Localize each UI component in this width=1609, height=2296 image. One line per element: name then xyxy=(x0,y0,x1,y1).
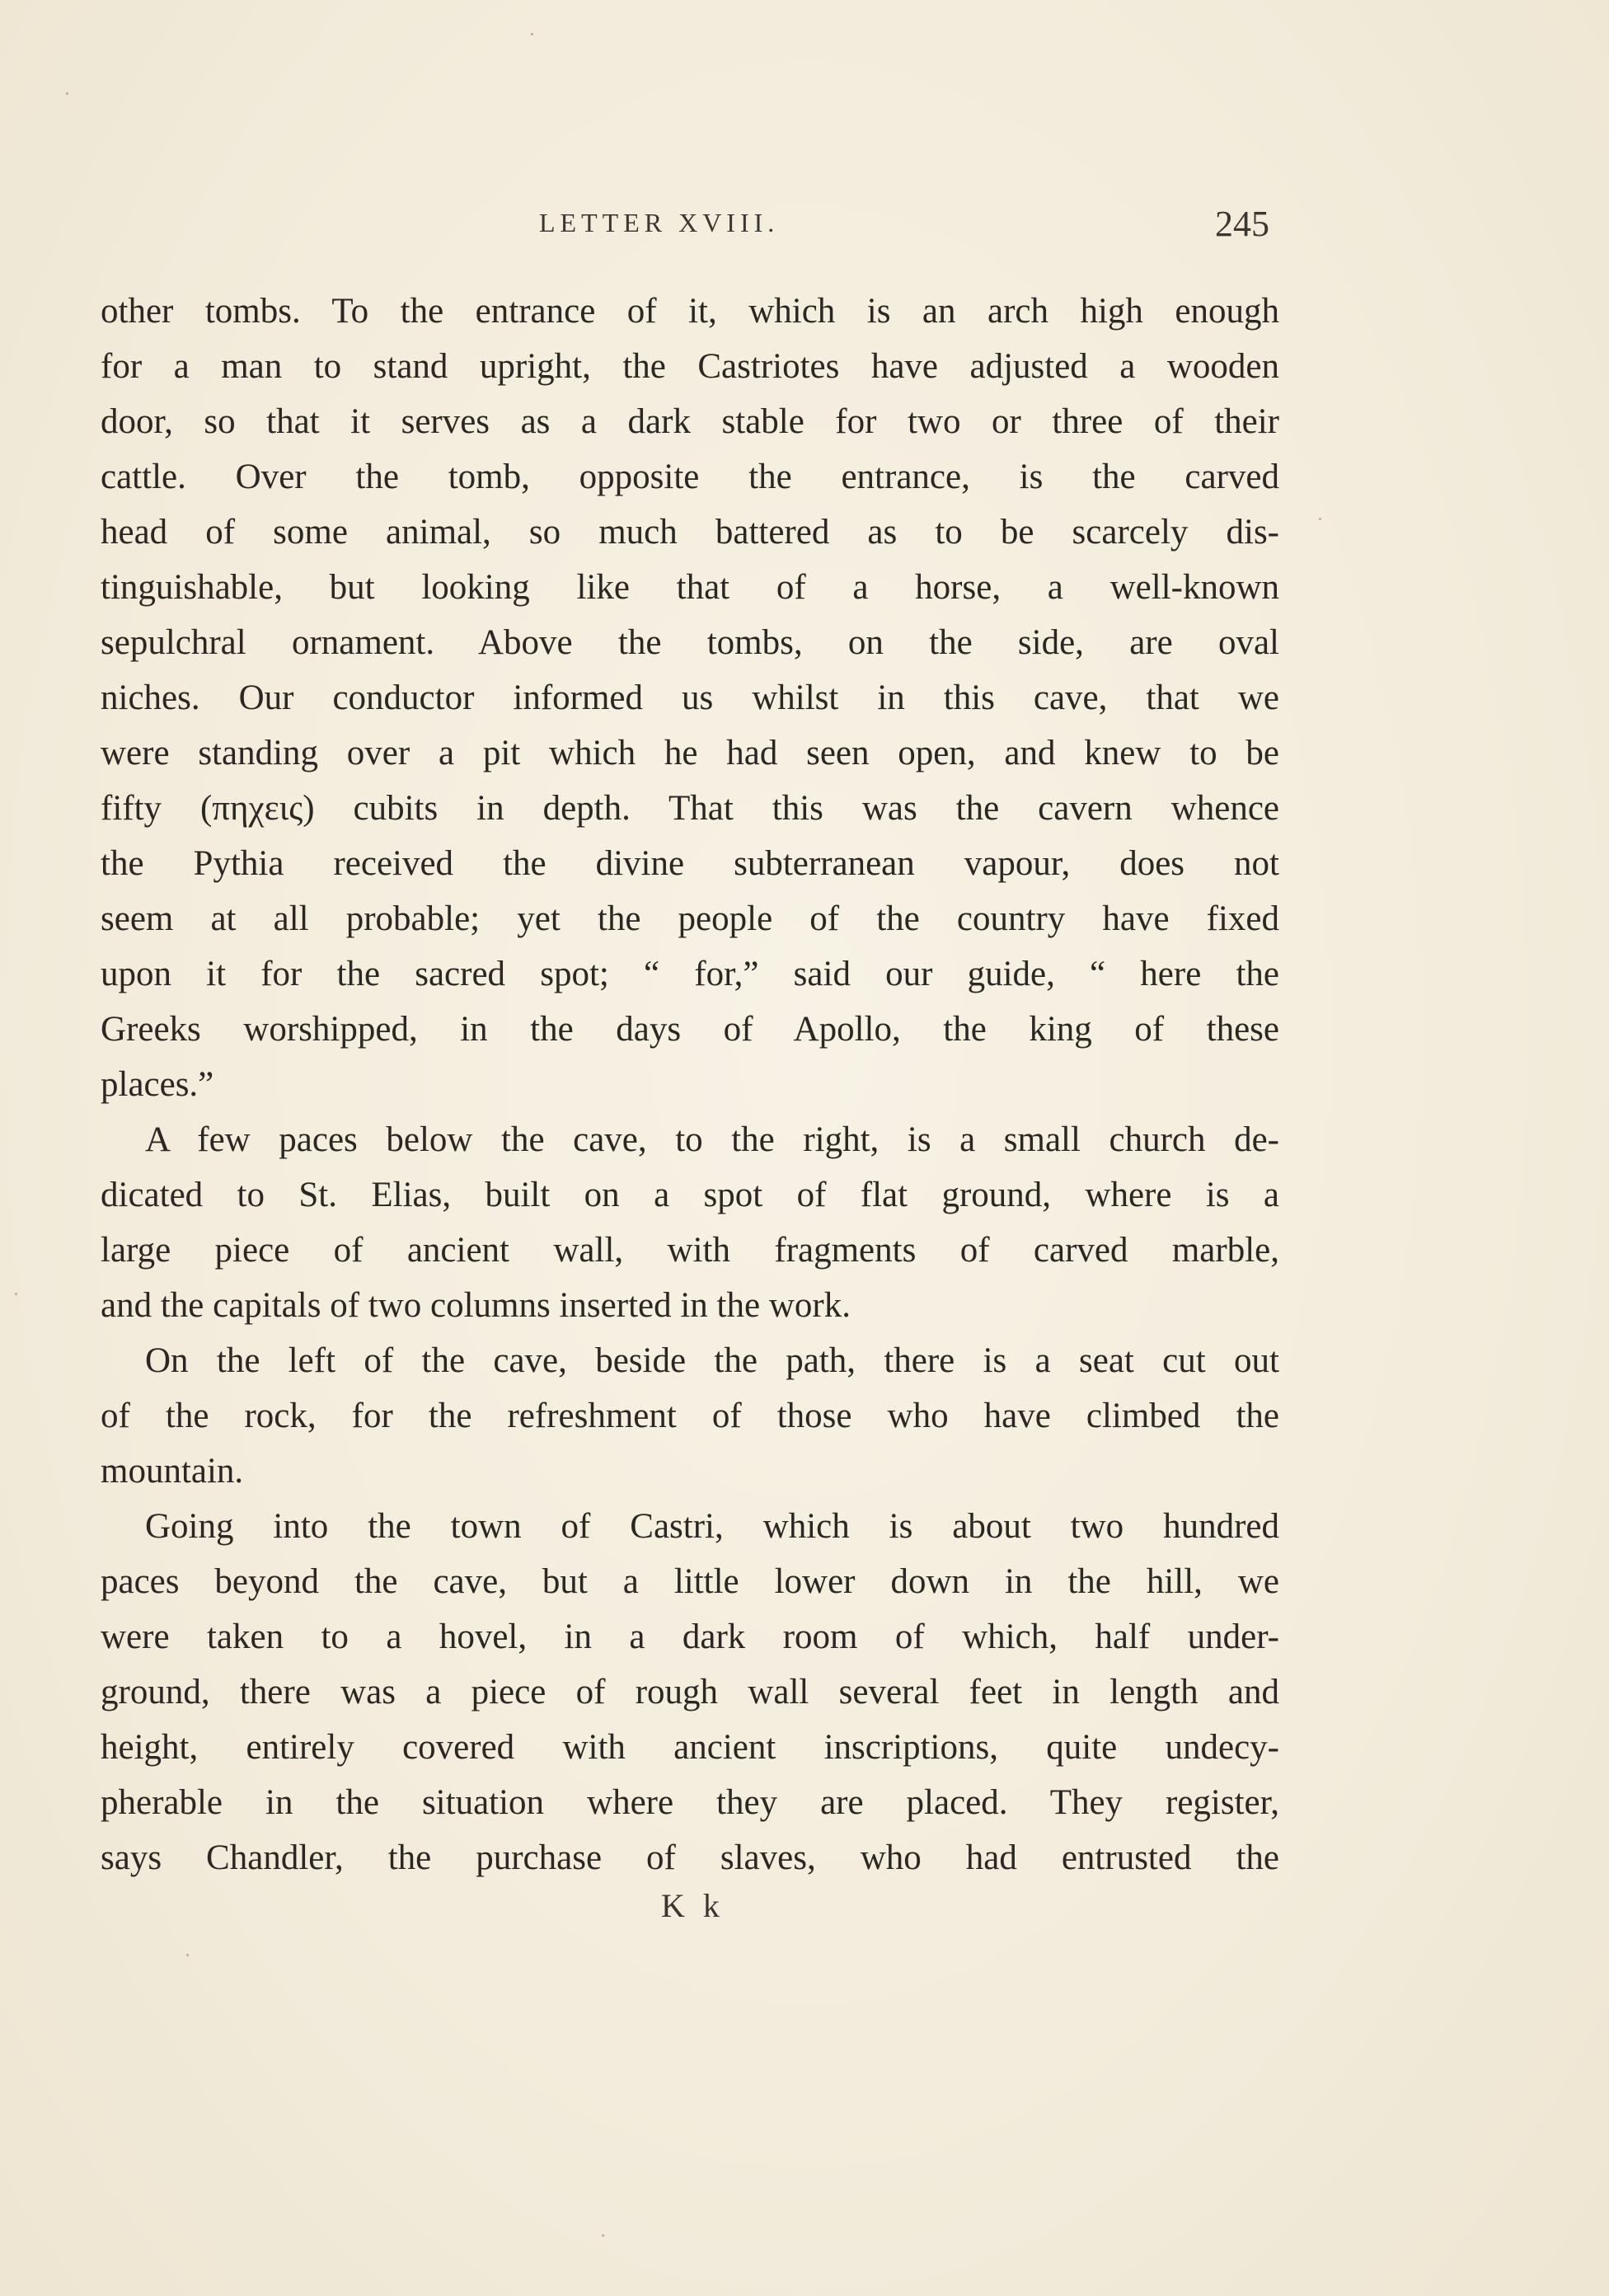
text-line: seem at all probable; yet the people of the country have fixed xyxy=(101,899,1279,938)
text-line: height, entirely covered with ancient inscriptions, quite undecy- xyxy=(101,1728,1279,1767)
text-line: fifty (πηχεις) cubits in depth. That this was the cavern whence xyxy=(101,789,1279,828)
text-line: were standing over a pit which he had seen open, and knew to be xyxy=(101,734,1279,772)
text-line: places.” xyxy=(101,1065,214,1104)
paper-speck xyxy=(602,2234,604,2237)
running-title: LETTER XVIII. xyxy=(539,208,780,237)
text-line: niches. Our conductor informed us whilst in this cave, that we xyxy=(101,678,1279,717)
text-line: tinguishable, but looking like that of a horse, a well-known xyxy=(101,568,1279,607)
text-line: of the rock, for the refreshment of those who have climbed the xyxy=(101,1397,1279,1435)
text-line: the Pythia received the divine subterranean vapour, does not xyxy=(101,844,1279,883)
text-line: A few paces below the cave, to the right, is a small church de- xyxy=(145,1120,1279,1159)
text-line: large piece of ancient wall, with fragments of carved marble, xyxy=(101,1231,1279,1270)
text-line: ground, there was a piece of rough wall several feet in length and xyxy=(101,1673,1279,1711)
text-line: sepulchral ornament. Above the tombs, on the side, are oval xyxy=(101,623,1279,662)
text-line: other tombs. To the entrance of it, which is an arch high enough xyxy=(101,292,1279,331)
text-line: On the left of the cave, beside the path, there is a seat cut out xyxy=(145,1341,1279,1380)
paper-speck xyxy=(186,1954,189,1956)
text-line: Greeks worshipped, in the days of Apollo, the king of these xyxy=(101,1010,1279,1049)
paper-speck xyxy=(531,33,533,35)
paper-speck xyxy=(15,1293,17,1295)
body-text xyxy=(101,284,1279,1885)
text-line: door, so that it serves as a dark stable for two or three of their xyxy=(101,402,1279,441)
text-line: mountain. xyxy=(101,1452,244,1491)
text-line: Going into the town of Castri, which is about two hundred xyxy=(145,1507,1279,1546)
text-line: were taken to a hovel, in a dark room of which, half under- xyxy=(101,1618,1279,1656)
text-line: pherable in the situation where they are placed. They register, xyxy=(101,1783,1279,1822)
text-line: paces beyond the cave, but a little lower down in the hill, we xyxy=(101,1562,1279,1601)
page-number: 245 xyxy=(1215,204,1269,244)
text-line: for a man to stand upright, the Castriotes have adjusted a wooden xyxy=(101,347,1279,386)
signature-mark: K k xyxy=(661,1887,725,1924)
paper-speck xyxy=(66,92,68,95)
text-line: head of some animal, so much battered as to be scarcely dis- xyxy=(101,513,1279,552)
text-line: dicated to St. Elias, built on a spot of flat ground, where is a xyxy=(101,1176,1279,1214)
paper-speck xyxy=(1319,518,1321,520)
text-line: says Chandler, the purchase of slaves, who had entrusted the xyxy=(101,1838,1279,1877)
running-head xyxy=(0,203,1609,252)
text-line: upon it for the sacred spot; “ for,” said our guide, “ here the xyxy=(101,955,1279,993)
text-line: and the capitals of two columns inserted in the work. xyxy=(101,1286,851,1325)
text-line: cattle. Over the tomb, opposite the entrance, is the carved xyxy=(101,458,1279,496)
